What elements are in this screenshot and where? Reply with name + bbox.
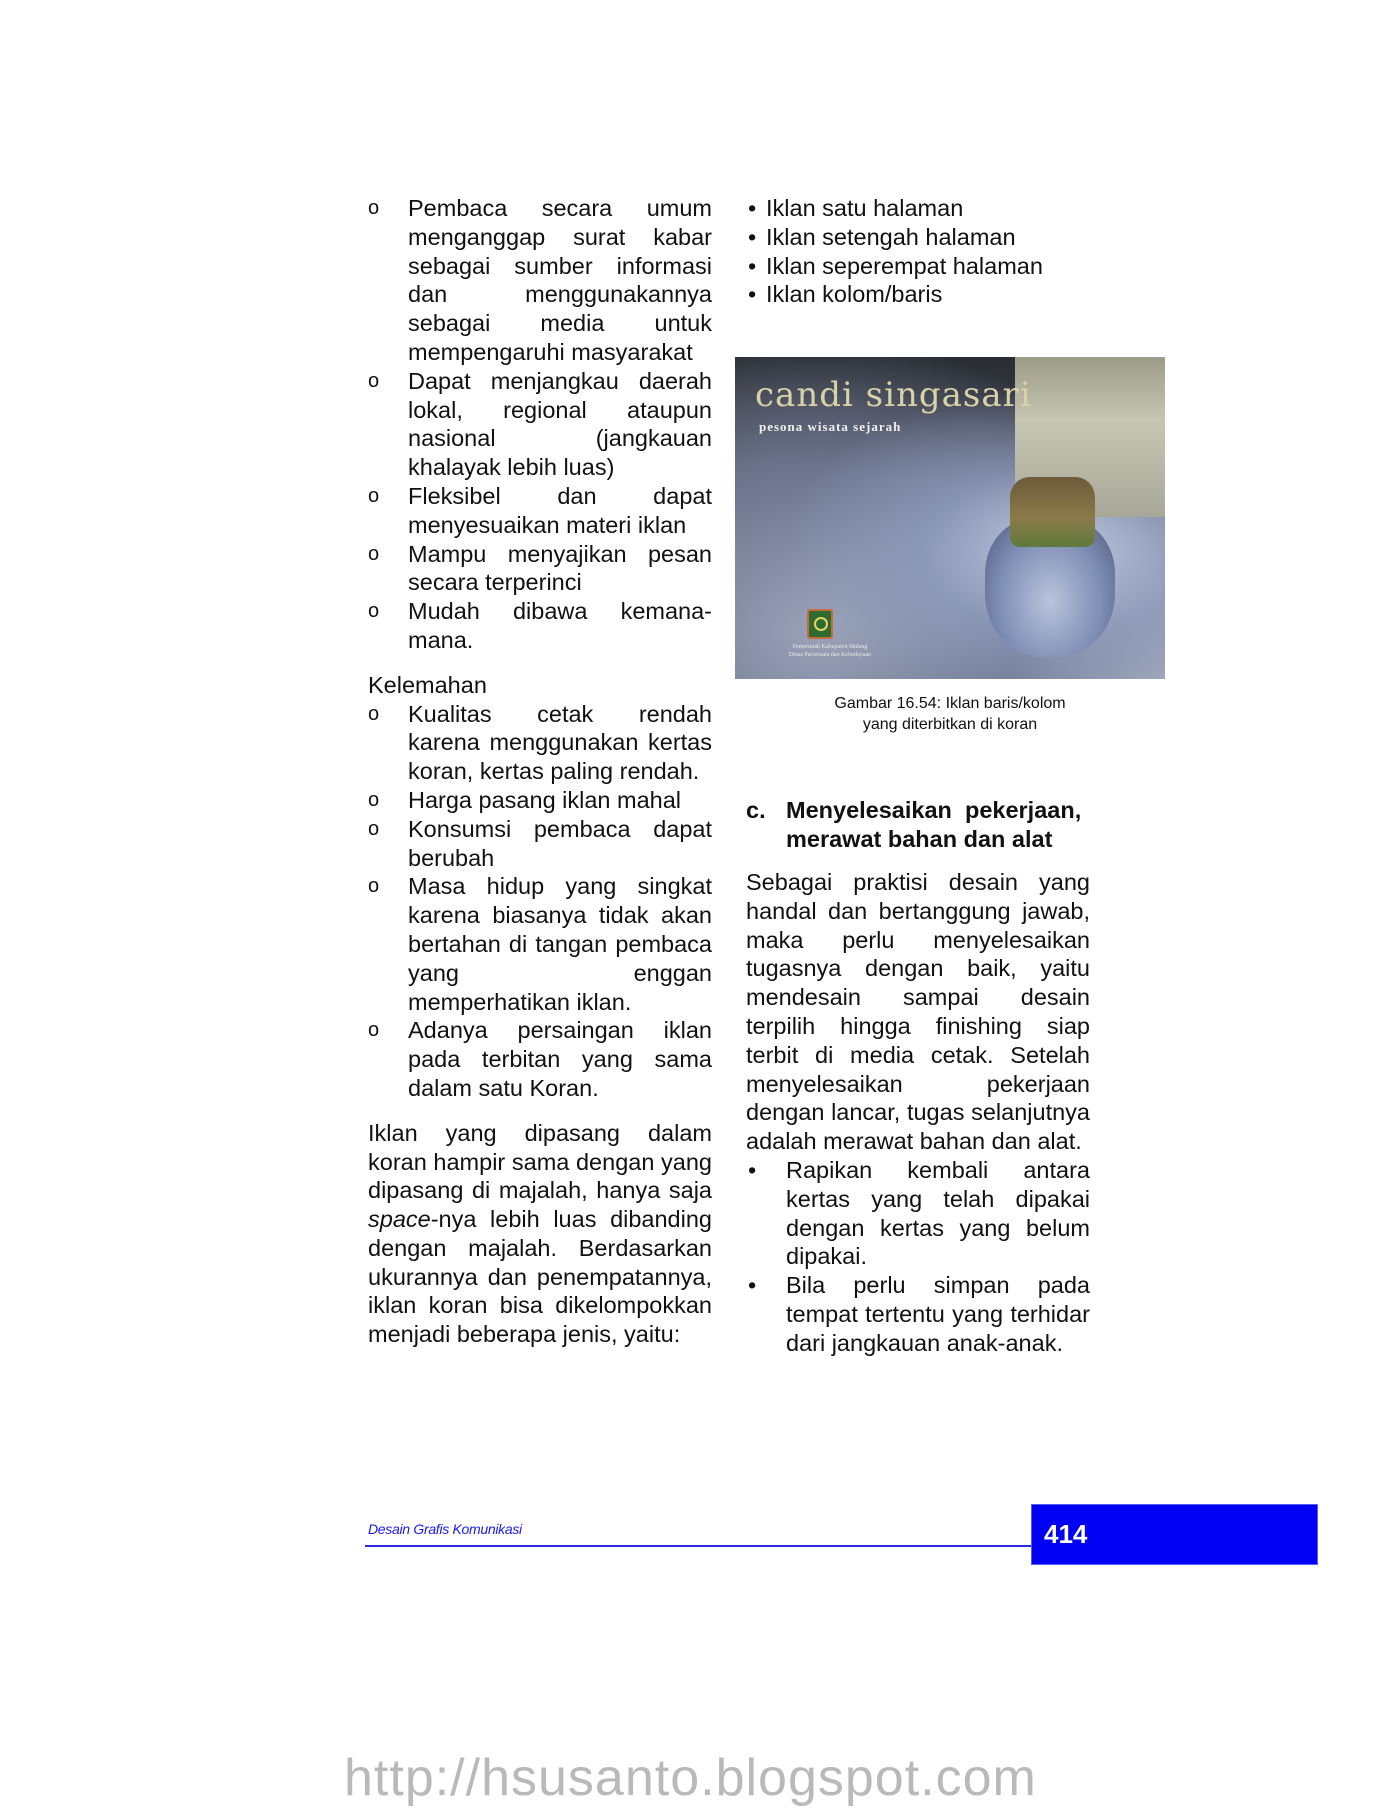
bullet-dot-icon: •	[748, 281, 757, 308]
right-column-top	[746, 194, 1090, 309]
bullet-dot-icon: •	[748, 252, 757, 279]
list-item: o Mudah dibawa kemana-mana.	[368, 598, 712, 653]
advantages-list	[368, 194, 712, 655]
list-item: o Adanya persaingan iklan pada terbitan yang sama dalam satu Koran.	[368, 1017, 712, 1101]
figure-subtitle: pesona wisata sejarah	[759, 419, 902, 434]
page-number: 414	[1044, 1519, 1088, 1549]
bullet-circle-icon: o	[368, 197, 380, 219]
section-paragraph: Sebagai praktisi desain yang handal dan bertanggung jawab, maka perlu menyelesaikan tugasnya dengan baik, yaitu mendesain sampai desain terpilih hingga finishing siap terbit di media cetak. Setelah menyelesaikan pekerjaan dengan lancar, tugas selanjutnya adalah merawat bahan dan alat.	[746, 869, 1090, 1155]
bullet-circle-icon: o	[368, 542, 380, 565]
bullet-circle-icon: o	[368, 600, 380, 623]
bullet-circle-icon: o	[368, 875, 380, 898]
figure-title: candi singasari	[755, 375, 1032, 415]
list-item: • Iklan seperempat halaman	[748, 252, 1043, 279]
bullet-dot-icon: •	[748, 1156, 757, 1183]
figure-credit: Pemerintah Kabupaten Malang Dinas Pariwisata dan Kebudayaan	[788, 644, 872, 658]
regency-emblem-icon	[807, 609, 833, 639]
bullet-circle-icon: o	[368, 369, 380, 392]
weakness-label: Kelemahan	[368, 671, 487, 698]
watermark-url: http://hsusanto.blogspot.com	[344, 1749, 1037, 1807]
offering-basket-shape	[1010, 477, 1095, 547]
weaknesses-list	[368, 700, 712, 1103]
list-item: • Iklan setengah halaman	[748, 223, 1016, 250]
care-steps-list	[746, 1156, 1090, 1358]
footer-book-title: Desain Grafis Komunikasi	[368, 1521, 522, 1537]
bullet-dot-icon: •	[748, 223, 757, 250]
bullet-dot-icon: •	[748, 195, 757, 221]
bullet-circle-icon: o	[368, 484, 380, 507]
list-item: o Kualitas cetak rendah karena menggunakan kertas koran, kertas paling rendah.	[368, 700, 712, 785]
list-item: o Fleksibel dan dapat menyesuaikan materi iklan	[368, 482, 712, 538]
figure-caption: Gambar 16.54: Iklan baris/kolom yang diterbitkan di koran	[834, 695, 1066, 733]
list-item: • Iklan kolom/baris	[748, 281, 943, 308]
section-body	[746, 868, 1090, 1358]
closing-paragraph: Iklan yang dipasang dalam koran hampir sama dengan yang dipasang di majalah, hanya saja space-nya lebih luas dibanding dengan majalah. Berdasarkan ukurannya dan penempatannya, iklan koran bisa dikelompokkan menjadi beberapa jenis, yaitu:	[368, 1119, 712, 1348]
list-item: o Harga pasang iklan mahal	[368, 786, 682, 813]
bullet-circle-icon: o	[368, 788, 380, 811]
list-item: • Bila perlu simpan pada tempat tertentu yang terhidar dari jangkauan anak-anak.	[748, 1272, 1090, 1356]
bullet-circle-icon: o	[368, 1019, 380, 1042]
section-heading: c. Menyelesaikan pekerjaan, merawat bahan dan alat	[746, 797, 1082, 852]
list-item: o Mampu menyajikan pesan secara terperinci	[368, 540, 712, 596]
list-item: o Konsumsi pembaca dapat berubah	[368, 815, 712, 871]
section-number: c.	[746, 797, 766, 823]
list-item: • Iklan satu halaman	[748, 195, 964, 221]
list-item: o Pembaca secara umum menganggap surat kabar sebagai sumber informasi dan menggunakannya sebagai media untuk mempengaruhi masyarakat	[368, 195, 712, 365]
bullet-dot-icon: •	[748, 1272, 757, 1299]
list-item: • Rapikan kembali antara kertas yang telah dipakai dengan kertas yang belum dipakai.	[748, 1156, 1090, 1270]
list-item: o Masa hidup yang singkat karena biasanya tidak akan bertahan di tangan pembaca yang enggan memperhatikan iklan.	[368, 873, 712, 1015]
left-column	[368, 194, 712, 1349]
page-number-box	[1031, 1504, 1318, 1565]
ad-types-list	[746, 194, 1090, 309]
list-item: o Dapat menjangkau daerah lokal, regional ataupun nasional (jangkauan khalayak lebih luas)	[368, 367, 712, 481]
bullet-circle-icon: o	[368, 817, 380, 840]
bullet-circle-icon: o	[368, 702, 380, 725]
footer-divider	[365, 1545, 1033, 1547]
italic-term: space	[368, 1206, 431, 1233]
ad-figure-image	[735, 357, 1165, 679]
